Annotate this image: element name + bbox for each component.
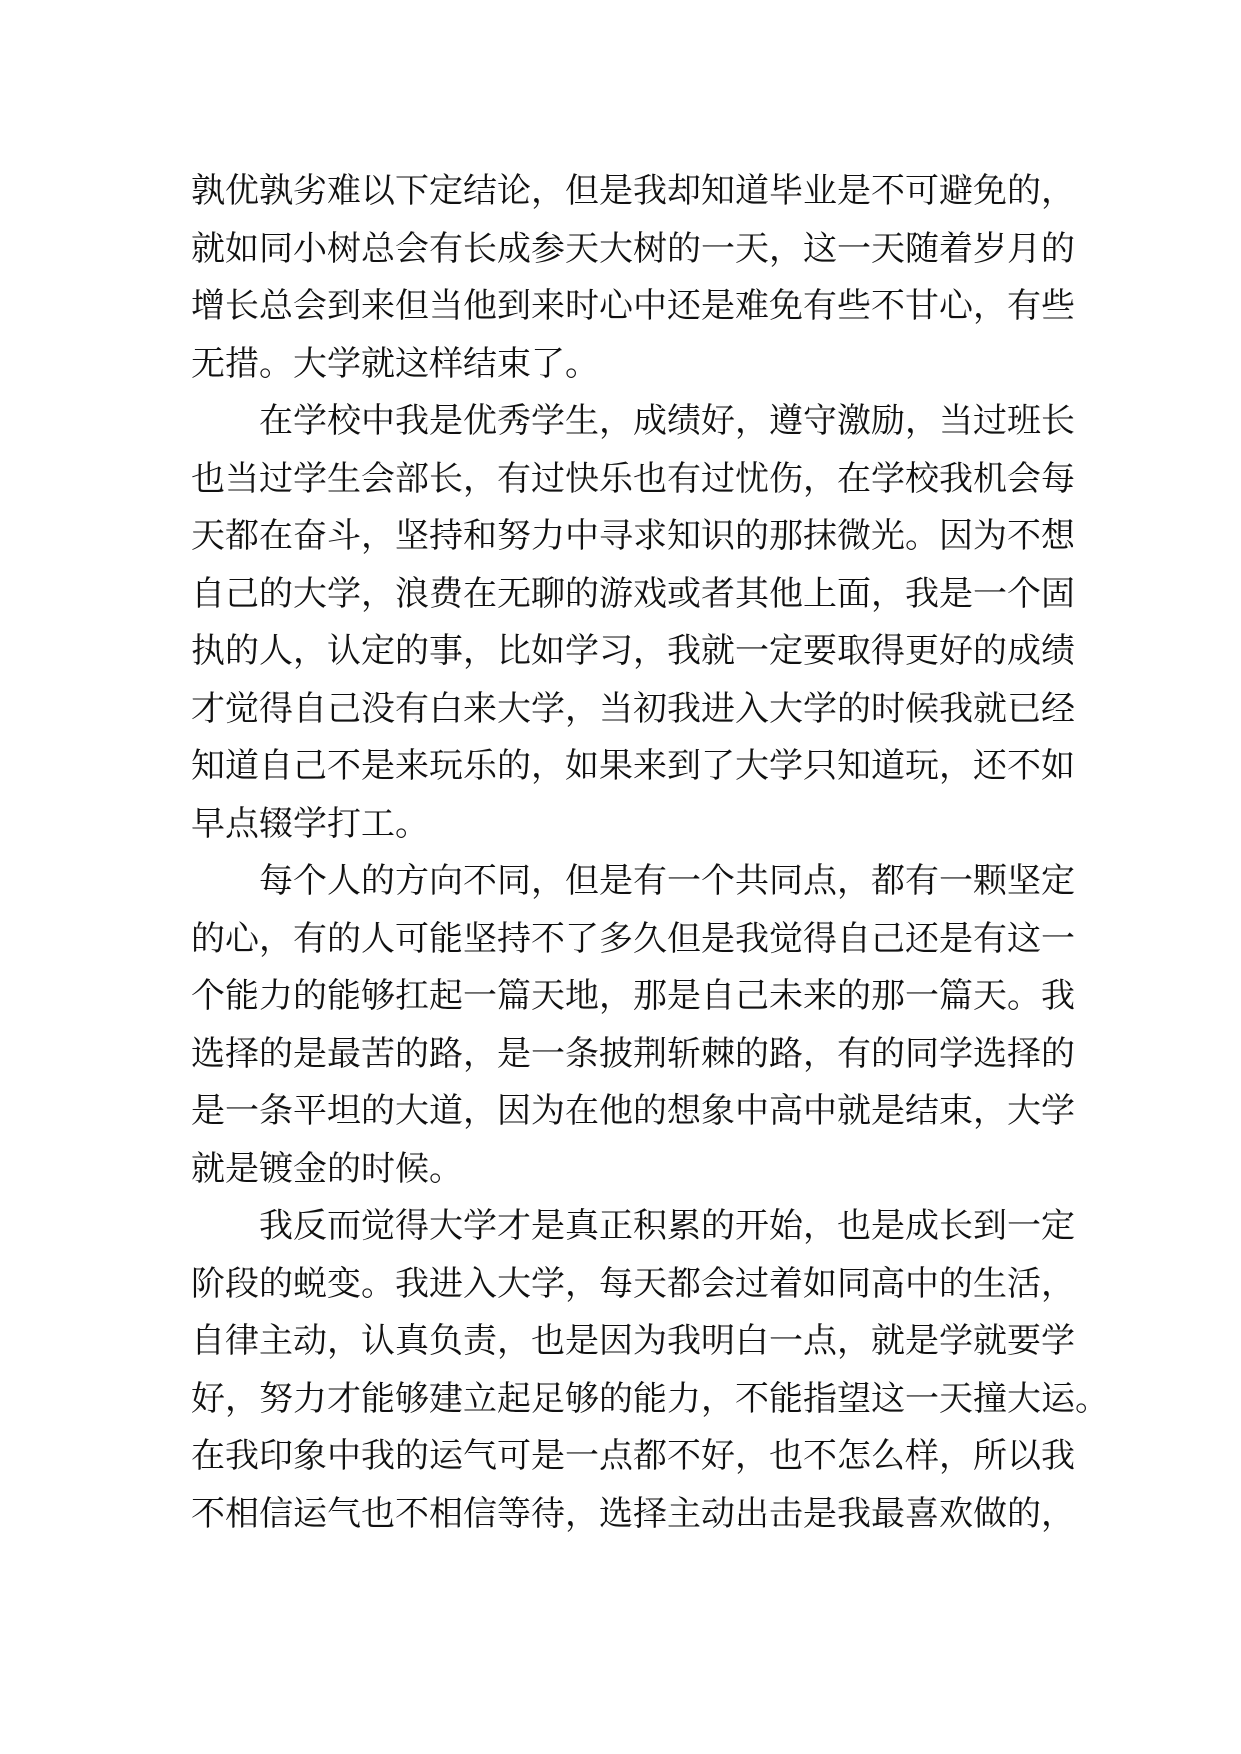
- text-line: 不相信运气也不相信等待，选择主动出击是我最喜欢做的，: [191, 1493, 1075, 1534]
- text-line: 无措。大学就这样结束了。: [191, 343, 599, 384]
- text-line: 的心，有的人可能坚持不了多久但是我觉得自己还是有这一: [191, 918, 1075, 959]
- text-line: 阶段的蜕变。我进入大学，每天都会过着如同高中的生活，: [191, 1263, 1075, 1304]
- text-line: 早点辍学打工。: [191, 803, 429, 844]
- body-text: [191, 163, 1109, 1543]
- text-line: 天都在奋斗，坚持和努力中寻求知识的那抹微光。因为不想: [191, 516, 1075, 556]
- text-line: 也当过学生会部长，有过快乐也有过忧伤，在学校我机会每: [191, 458, 1075, 499]
- text-line: 我反而觉得大学才是真正积累的开始，也是成长到一定: [259, 1206, 1075, 1246]
- text-line: 选择的是最苦的路，是一条披荆斩棘的路，有的同学选择的: [191, 1033, 1075, 1074]
- text-line: 是一条平坦的大道，因为在他的想象中高中就是结束，大学: [191, 1091, 1075, 1131]
- text-line: 个能力的能够扛起一篇天地，那是自己未来的那一篇天。我: [191, 976, 1075, 1016]
- paragraph-3: [191, 853, 1075, 1198]
- paragraph-1: [191, 163, 1075, 393]
- text-line: 好，努力才能够建立起足够的能力，不能指望这一天撞大运。: [191, 1378, 1109, 1419]
- text-line: 自律主动，认真负责，也是因为我明白一点，就是学就要学: [191, 1321, 1075, 1361]
- text-line: 在我印象中我的运气可是一点都不好，也不怎么样，所以我: [191, 1436, 1075, 1476]
- text-line: 执的人，认定的事，比如学习，我就一定要取得更好的成绩: [191, 631, 1075, 671]
- text-line: 增长总会到来但当他到来时心中还是难免有些不甘心，有些: [191, 286, 1075, 326]
- text-line: 就如同小树总会有长成参天大树的一天，这一天随着岁月的: [191, 228, 1075, 269]
- text-line: 每个人的方向不同，但是有一个共同点，都有一颗坚定: [259, 861, 1075, 901]
- text-line: 才觉得自己没有白来大学，当初我进入大学的时候我就已经: [191, 688, 1075, 729]
- text-line: 知道自己不是来玩乐的，如果来到了大学只知道玩，还不如: [191, 746, 1075, 786]
- text-line: 孰优孰劣难以下定结论，但是我却知道毕业是不可避免的，: [191, 171, 1075, 211]
- text-line: 就是镀金的时候。: [191, 1148, 463, 1189]
- text-line: 自己的大学，浪费在无聊的游戏或者其他上面，我是一个固: [191, 573, 1075, 614]
- text-line: 在学校中我是优秀学生，成绩好，遵守激励，当过班长: [259, 401, 1075, 441]
- paragraph-4: [191, 1198, 1109, 1543]
- paragraph-2: [191, 393, 1075, 853]
